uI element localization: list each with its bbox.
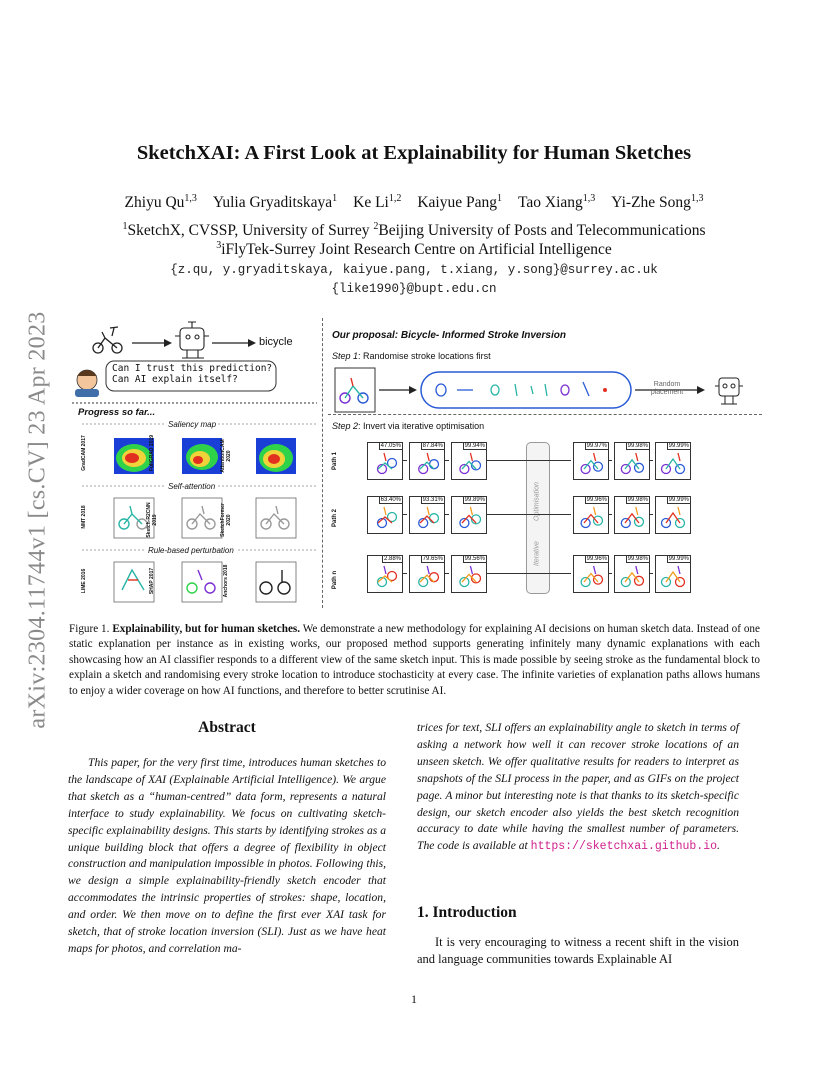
step-1-label: Step 1: Randomise stroke locations first [332,351,491,361]
method-label: Anchors 2018 [223,564,229,598]
path-label: Path n [332,570,338,590]
step-arrow [650,460,653,461]
inversion-step-cell [409,555,445,593]
path-label: Path 1 [332,452,338,471]
step-divider [328,414,762,415]
optimisation-label: Optimisation [533,482,541,521]
confidence-value: 99.96% [586,497,607,503]
affiliation-line-1: $^1$SketchX, CVSSP, University of Surrey $^2$Beijing University of Posts and Telecommunications [122,221,706,240]
group-attention-title: Self-attention [168,482,216,491]
inversion-step-cell [409,496,445,534]
author-list [0,193,828,212]
author-affiliation-mark: 1,3 [184,193,197,204]
project-link[interactable]: https://sketchxai.github.io [530,840,718,854]
bicycle-label: bicycle [259,336,293,348]
method-label: SHAP 2017 [149,567,155,595]
confidence-value: 79.65% [422,556,443,562]
step-arrow [403,514,407,515]
author-name: Tao Xiang [518,194,583,212]
group-perturbation-title: Rule-based perturbation [148,546,234,555]
random-placement-label: Random placement [650,381,684,396]
method-label: AttentionCAM 2020 [220,439,232,473]
figure-1 [72,318,762,608]
arxiv-side-banner [18,280,58,760]
author [213,194,337,211]
inversion-step-cell [614,496,650,534]
abstract-text-right: trices for text, SLI offers an explainability angle to sketch in terms of asking a network how well it can recover stroke locations of an unseen sketch. We offer qualitative results for readers to interpret as snapshots of the SLI process in the paper, and as GIFs on the project page. A minor but interesting note is that thanks to its sketch-specific design, our sketch encoder also yields the best sketch recognition accuracy to date while having the smallest number of parameters. The code is available at https://sketchxai.github.io. [417,721,739,854]
arxiv-identifier: arXiv:2304.11744v1 [cs.CV] 23 Apr 2023 [24,311,51,729]
step-1-art [327,364,762,418]
method-label: LIME 2016 [81,568,87,594]
step-arrow [487,514,571,515]
step-arrow [609,460,612,461]
confidence-value: 99.99% [668,497,689,503]
method-label: SketchFormer 2020 [220,503,232,537]
inversion-step-cell [573,442,609,480]
author [518,194,595,211]
inversion-step-cell [451,496,487,534]
introduction-heading: 1. Introduction [417,904,517,921]
figure-left-panel-art [72,318,322,608]
author-affiliation-mark: 1,3 [582,193,596,204]
method-label: GradCAM 2017 [81,435,87,471]
figure-divider [322,318,323,608]
question-bubble: Can I trust this prediction? Can AI explain itself? [112,363,273,385]
confidence-value: 99.89% [464,497,485,503]
author-affiliation-mark: 1,3 [690,193,704,204]
method-label: FullGRAD 2019 [149,434,155,472]
author [125,194,197,211]
introduction-text: It is very encouraging to witness a recent shift in the vision and language communities towards Explainable AI [417,935,739,966]
proposal-title: Our proposal: Bicycle- Informed Stroke Inversion [332,330,566,341]
inversion-step-cell [367,555,403,593]
author-affiliation-mark: 1 [332,193,338,204]
step-arrow [403,573,407,574]
inversion-step-cell [367,496,403,534]
step-2-label: Step 2: Invert via iterative optimisation [332,421,485,431]
inversion-step-cell [451,442,487,480]
inversion-step-cell [573,555,609,593]
step-arrow [403,460,407,461]
confidence-value: 99.98% [627,443,648,449]
inversion-step-cell [655,555,691,593]
confidence-value: 99.56% [464,556,485,562]
confidence-value: 99.96% [586,556,607,562]
step-arrow [487,573,571,574]
confidence-value: 87.84% [422,443,443,449]
confidence-value: 93.31% [422,497,443,503]
confidence-value: 63.40% [380,497,401,503]
author [611,194,703,211]
author [417,194,502,211]
inversion-step-cell [655,442,691,480]
confidence-value: 99.94% [464,443,485,449]
inversion-step-cell [614,555,650,593]
step-arrow [445,514,449,515]
confidence-value: 99.98% [627,556,648,562]
group-saliency-title: Saliency map [168,420,217,429]
author-name: Yulia Gryaditskaya [212,194,333,212]
method-label: Sketch-R2CNN 2019 [146,502,158,538]
author-name: Zhiyu Qu [124,194,185,212]
confidence-value: 99.97% [586,443,607,449]
path-label: Path 2 [332,509,338,528]
confidence-value: 99.99% [668,443,689,449]
abstract-heading: Abstract [198,719,256,736]
author [353,194,401,211]
paper-title: SketchXAI: A First Look at Explainability for Human Sketches [136,142,692,164]
step-arrow [445,573,449,574]
abstract-text-left: This paper, for the very first time, introduces human sketches to the landscape of XAI (Explainable Artificial Intelligence). We argue that sketch as a “human-centred” data form, represents a natural interface to study explainability. We focus on cultivating sketch-specific explainability designs. This starts by identifying strokes as a unique building block that offers a degree of flexibility in object construction and manipulation impossible in photos. Following this, we design a simple explainability-friendly sketch encoder that accommodates the intrinsic properties of strokes: shape, location, and order. We then move on to define the first ever XAI task for sketch, that of stroke location inversion (SLI). Just as we have heat maps for photos, and correlation ma- [68,756,386,955]
author-name: Kaiyue Pang [417,194,497,212]
inversion-step-cell [655,496,691,534]
email-line-1: {z.qu, y.gryaditskaya, kaiyue.pang, t.xiang, y.song}@surrey.ac.uk [170,263,658,277]
iterative-label: Iterative [533,541,541,566]
step-arrow [609,514,612,515]
author-affiliation-mark: 1,2 [388,193,402,204]
author-affiliation-mark: 1 [497,193,502,204]
inversion-step-cell [573,496,609,534]
figure-caption: Figure 1. Explainability, but for human sketches. We demonstrate a new methodology for explaining AI decisions on human sketch data. Instead of one static explanation per instance as in existing works, our proposed method supports generating infinitely many dynamic explanations with each showcasing how an AI classifier responds to a different view of the same sketch input. This is made possible by seeing stroke as the fundamental block to explain a sketch and randomising every stroke location to introduce stochasticity at every case. The infinite varieties of explanation paths allows humans to enjoy a wider coverage on how AI functions, and therefore to better scrutinise AI. [69,623,760,697]
author-name: Ke Li [353,194,389,212]
inversion-step-cell [409,442,445,480]
confidence-value: 99.98% [627,497,648,503]
inversion-step-cell [614,442,650,480]
step-arrow [445,460,449,461]
inversion-step-cell [451,555,487,593]
step-arrow [650,573,653,574]
step-arrow [609,573,612,574]
email-line-2: {like1990}@bupt.edu.cn [331,282,497,296]
confidence-value: 99.99% [668,556,689,562]
method-label: NMT 2018 [81,505,87,529]
affiliation-line-2: $^3$iFlyTek-Surrey Joint Research Centre on Artificial Intelligence [216,240,612,259]
progress-title: Progress so far... [78,407,156,418]
author-name: Yi-Zhe Song [611,194,691,212]
step-arrow [650,514,653,515]
page-number: 1 [411,992,417,1006]
confidence-value: 47.05% [380,443,401,449]
step-arrow [487,460,571,461]
confidence-value: 2.88% [383,556,401,562]
inversion-step-cell [367,442,403,480]
